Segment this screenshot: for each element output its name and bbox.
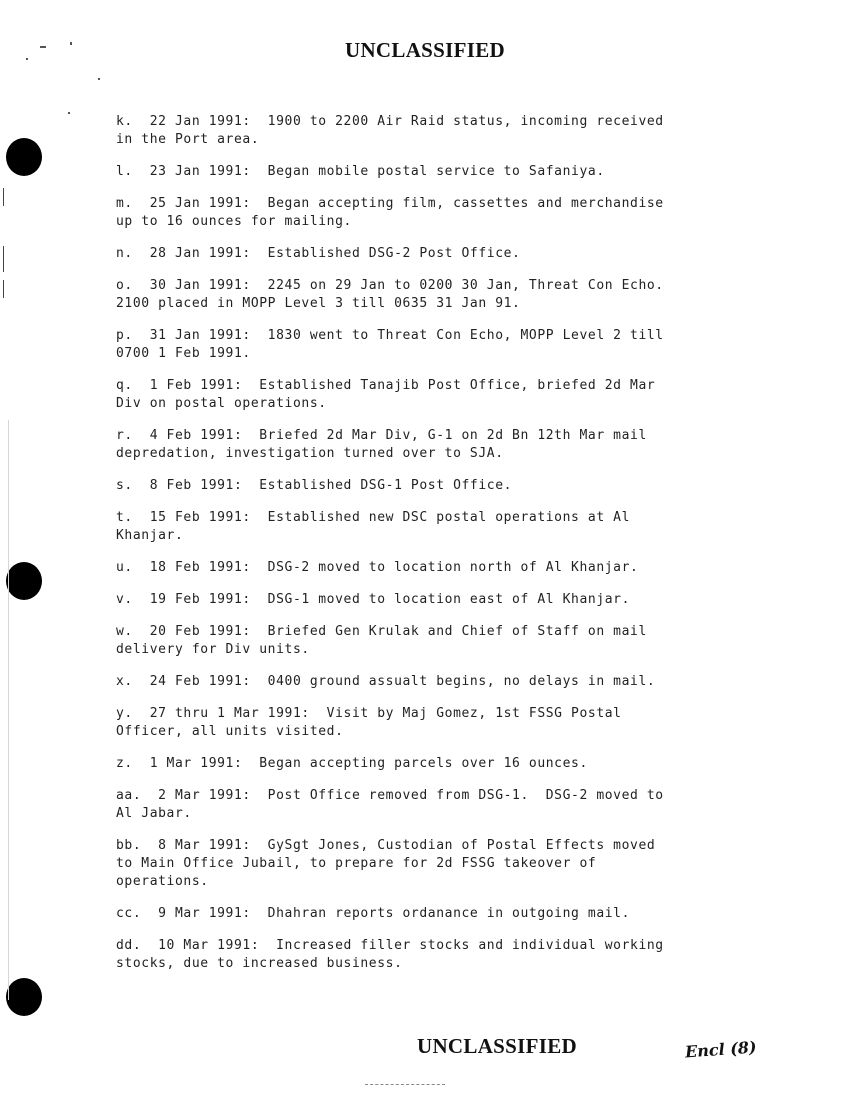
entry-line: dd. 10 Mar 1991: Increased filler stocks and individual working (116, 938, 664, 953)
entry-line: cc. 9 Mar 1991: Dhahran reports ordanance in outgoing mail. (116, 906, 631, 921)
chronology-entry (116, 591, 776, 609)
chronology-entry (116, 477, 776, 495)
punch-hole-middle (6, 562, 42, 600)
entry-line: 2100 placed in MOPP Level 3 till 0635 31 Jan 91. (116, 296, 521, 311)
chronology-entry (116, 377, 776, 413)
chronology-entry (116, 277, 776, 313)
entry-line: up to 16 ounces for mailing. (116, 214, 352, 229)
punch-hole-bottom (6, 978, 42, 1016)
chronology-entry (116, 427, 776, 463)
entry-line: Khanjar. (116, 528, 184, 543)
entry-line: n. 28 Jan 1991: Established DSG-2 Post Office. (116, 246, 521, 261)
chronology-entry (116, 673, 776, 691)
scan-speck (68, 112, 70, 114)
chronology-entry (116, 113, 776, 149)
entry-line: x. 24 Feb 1991: 0400 ground assualt begins, no delays in mail. (116, 674, 656, 689)
chronology-entry (116, 755, 776, 773)
entry-line: to Main Office Jubail, to prepare for 2d FSSG takeover of (116, 856, 597, 871)
chronology-entry (116, 837, 776, 891)
enclosure-annotation: Encl (8) (684, 1037, 758, 1062)
edge-mark (3, 246, 4, 272)
chronology-entry (116, 937, 776, 973)
entry-line: depredation, investigation turned over to SJA. (116, 446, 504, 461)
entry-line: y. 27 thru 1 Mar 1991: Visit by Maj Gomez, 1st FSSG Postal (116, 706, 622, 721)
chronology-entry (116, 705, 776, 741)
entry-line: r. 4 Feb 1991: Briefed 2d Mar Div, G-1 on 2d Bn 12th Mar mail (116, 428, 647, 443)
entry-line: Al Jabar. (116, 806, 192, 821)
edge-mark (3, 188, 4, 206)
chronology-list (116, 113, 776, 987)
entry-line: w. 20 Feb 1991: Briefed Gen Krulak and Chief of Staff on mail (116, 624, 647, 639)
entry-line: s. 8 Feb 1991: Established DSG-1 Post Office. (116, 478, 513, 493)
entry-line: delivery for Div units. (116, 642, 310, 657)
scan-speck (40, 46, 46, 48)
chronology-entry (116, 623, 776, 659)
entry-line: operations. (116, 874, 209, 889)
entry-line: stocks, due to increased business. (116, 956, 403, 971)
edge-mark (3, 280, 4, 298)
entry-line: t. 15 Feb 1991: Established new DSC postal operations at Al (116, 510, 631, 525)
entry-line: bb. 8 Mar 1991: GySgt Jones, Custodian of Postal Effects moved (116, 838, 656, 853)
chronology-entry (116, 509, 776, 545)
entry-line: q. 1 Feb 1991: Established Tanajib Post Office, briefed 2d Mar (116, 378, 656, 393)
entry-line: v. 19 Feb 1991: DSG-1 moved to location east of Al Khanjar. (116, 592, 631, 607)
scan-speck (26, 58, 28, 60)
entry-line: Officer, all units visited. (116, 724, 344, 739)
chronology-entry (116, 559, 776, 577)
chronology-entry (116, 195, 776, 231)
entry-line: l. 23 Jan 1991: Began mobile postal service to Safaniya. (116, 164, 605, 179)
classification-header: UNCLASSIFIED (345, 38, 505, 62)
entry-line: o. 30 Jan 1991: 2245 on 29 Jan to 0200 30 Jan, Threat Con Echo. (116, 278, 664, 293)
chronology-entry (116, 905, 776, 923)
chronology-entry (116, 245, 776, 263)
chronology-entry (116, 787, 776, 823)
entry-line: 0700 1 Feb 1991. (116, 346, 251, 361)
entry-line: p. 31 Jan 1991: 1830 went to Threat Con Echo, MOPP Level 2 till (116, 328, 664, 343)
entry-line: k. 22 Jan 1991: 1900 to 2200 Air Raid status, incoming received (116, 114, 664, 129)
entry-line: in the Port area. (116, 132, 260, 147)
scan-edge-line (8, 420, 9, 1000)
chronology-entry (116, 163, 776, 181)
scan-speck (70, 42, 72, 45)
entry-line: u. 18 Feb 1991: DSG-2 moved to location north of Al Khanjar. (116, 560, 639, 575)
punch-hole-top (6, 138, 42, 176)
chronology-entry (116, 327, 776, 363)
entry-line: Div on postal operations. (116, 396, 327, 411)
scan-speck (98, 78, 100, 80)
classification-footer: UNCLASSIFIED (417, 1034, 577, 1058)
entry-line: z. 1 Mar 1991: Began accepting parcels over 16 ounces. (116, 756, 588, 771)
entry-line: m. 25 Jan 1991: Began accepting film, cassettes and merchandise (116, 196, 664, 211)
scan-dash (365, 1084, 445, 1086)
entry-line: aa. 2 Mar 1991: Post Office removed from DSG-1. DSG-2 moved to (116, 788, 664, 803)
